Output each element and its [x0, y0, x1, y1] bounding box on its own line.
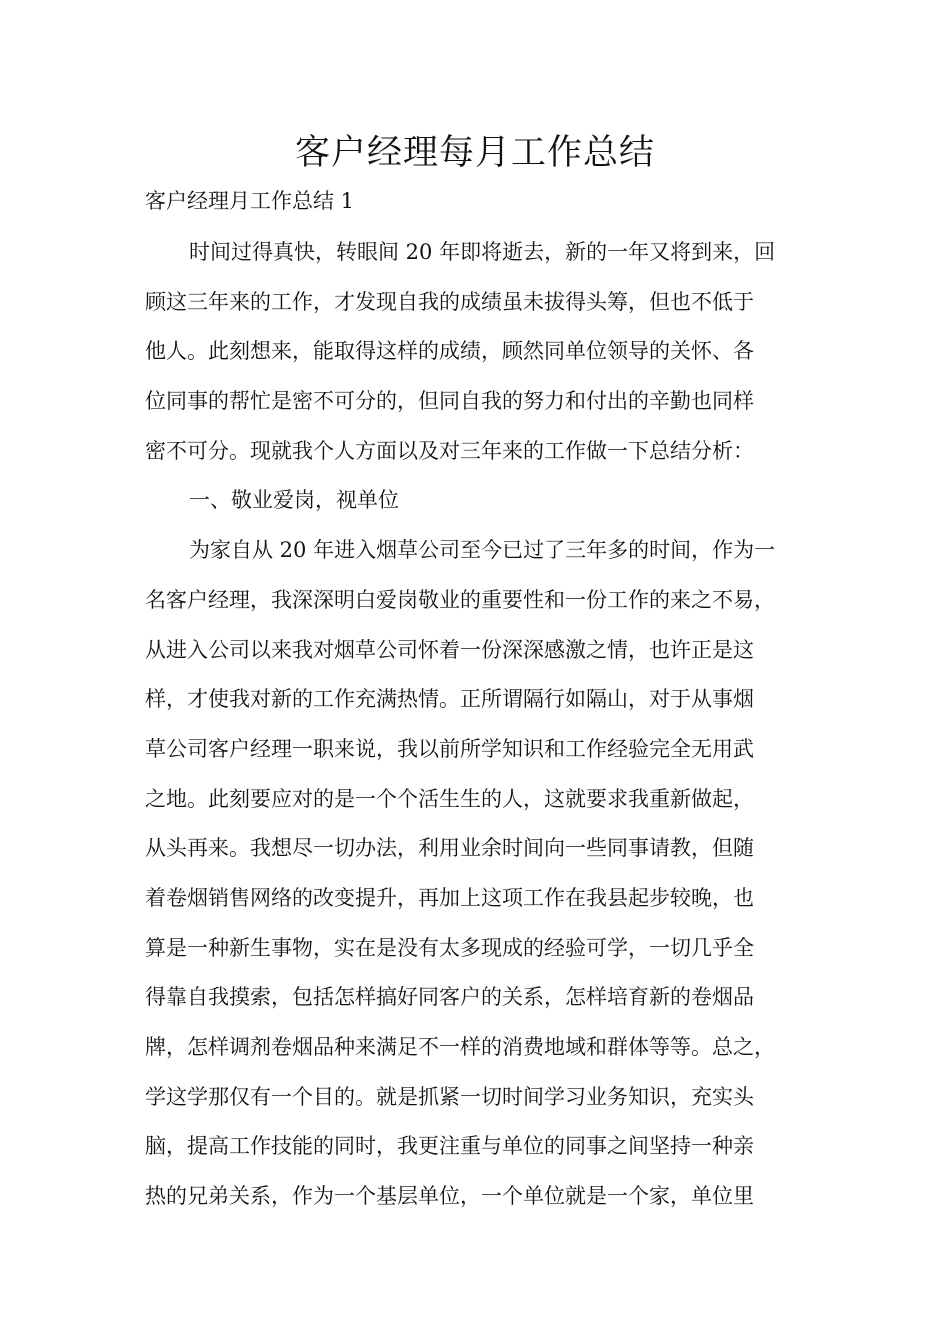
- body-text-line: 得靠自我摸索，包括怎样搞好同客户的关系，怎样培育新的卷烟品: [145, 985, 754, 1010]
- body-text-line: 时间过得真快，转眼间 20 年即将逝去，新的一年又将到来，回: [189, 240, 776, 264]
- body-text-line: 牌，怎样调剂卷烟品种来满足不一样的消费地域和群体等等。总之，: [145, 1035, 775, 1059]
- body-text-line: 位同事的帮忙是密不可分的，但同自我的努力和付出的辛勤也同样: [145, 389, 754, 414]
- body-text-line: 为家自从 20 年进入烟草公司至今已过了三年多的时间，作为一: [189, 538, 776, 563]
- body-text-line: 热的兄弟关系，作为一个基层单位，一个单位就是一个家，单位里: [145, 1184, 754, 1209]
- document-body: [145, 232, 815, 1226]
- body-text-line: 算是一种新生事物，实在是没有太多现成的经验可学，一切几乎全: [145, 935, 754, 960]
- document-subtitle: 客户经理月工作总结 1: [145, 189, 355, 213]
- body-text-line: 着卷烟销售网络的改变提升，再加上这项工作在我县起步较晚，也: [145, 885, 754, 910]
- body-text-line: 他人。此刻想来，能取得这样的成绩，顾然同单位领导的关怀、各: [145, 339, 754, 364]
- body-text-line: 之地。此刻要应对的是一个个活生生的人，这就要求我重新做起，: [145, 786, 754, 811]
- body-text-line: 名客户经理，我深深明白爱岗敬业的重要性和一份工作的来之不易，: [145, 587, 775, 612]
- body-text-line: 一、敬业爱岗，视单位: [189, 488, 399, 513]
- body-text-line: 从进入公司以来我对烟草公司怀着一份深深感激之情，也许正是这: [145, 637, 754, 662]
- body-text-line: 从头再来。我想尽一切办法，利用业余时间向一些同事请教，但随: [145, 836, 754, 861]
- body-text-line: 脑，提高工作技能的同时，我更注重与单位的同事之间坚持一种亲: [145, 1134, 754, 1159]
- body-text-line: 学这学那仅有一个目的。就是抓紧一切时间学习业务知识，充实头: [145, 1084, 754, 1109]
- body-text-line: 密不可分。现就我个人方面以及对三年来的工作做一下总结分析：: [145, 438, 754, 463]
- document-title: 客户经理每月工作总结: [294, 133, 655, 173]
- body-text-line: 草公司客户经理一职来说，我以前所学知识和工作经验完全无用武: [145, 736, 754, 761]
- body-text-line: 样，才使我对新的工作充满热情。正所谓隔行如隔山，对于从事烟: [145, 687, 754, 712]
- body-text-line: 顾这三年来的工作，才发现自我的成绩虽未拔得头筹，但也不低于: [145, 289, 754, 314]
